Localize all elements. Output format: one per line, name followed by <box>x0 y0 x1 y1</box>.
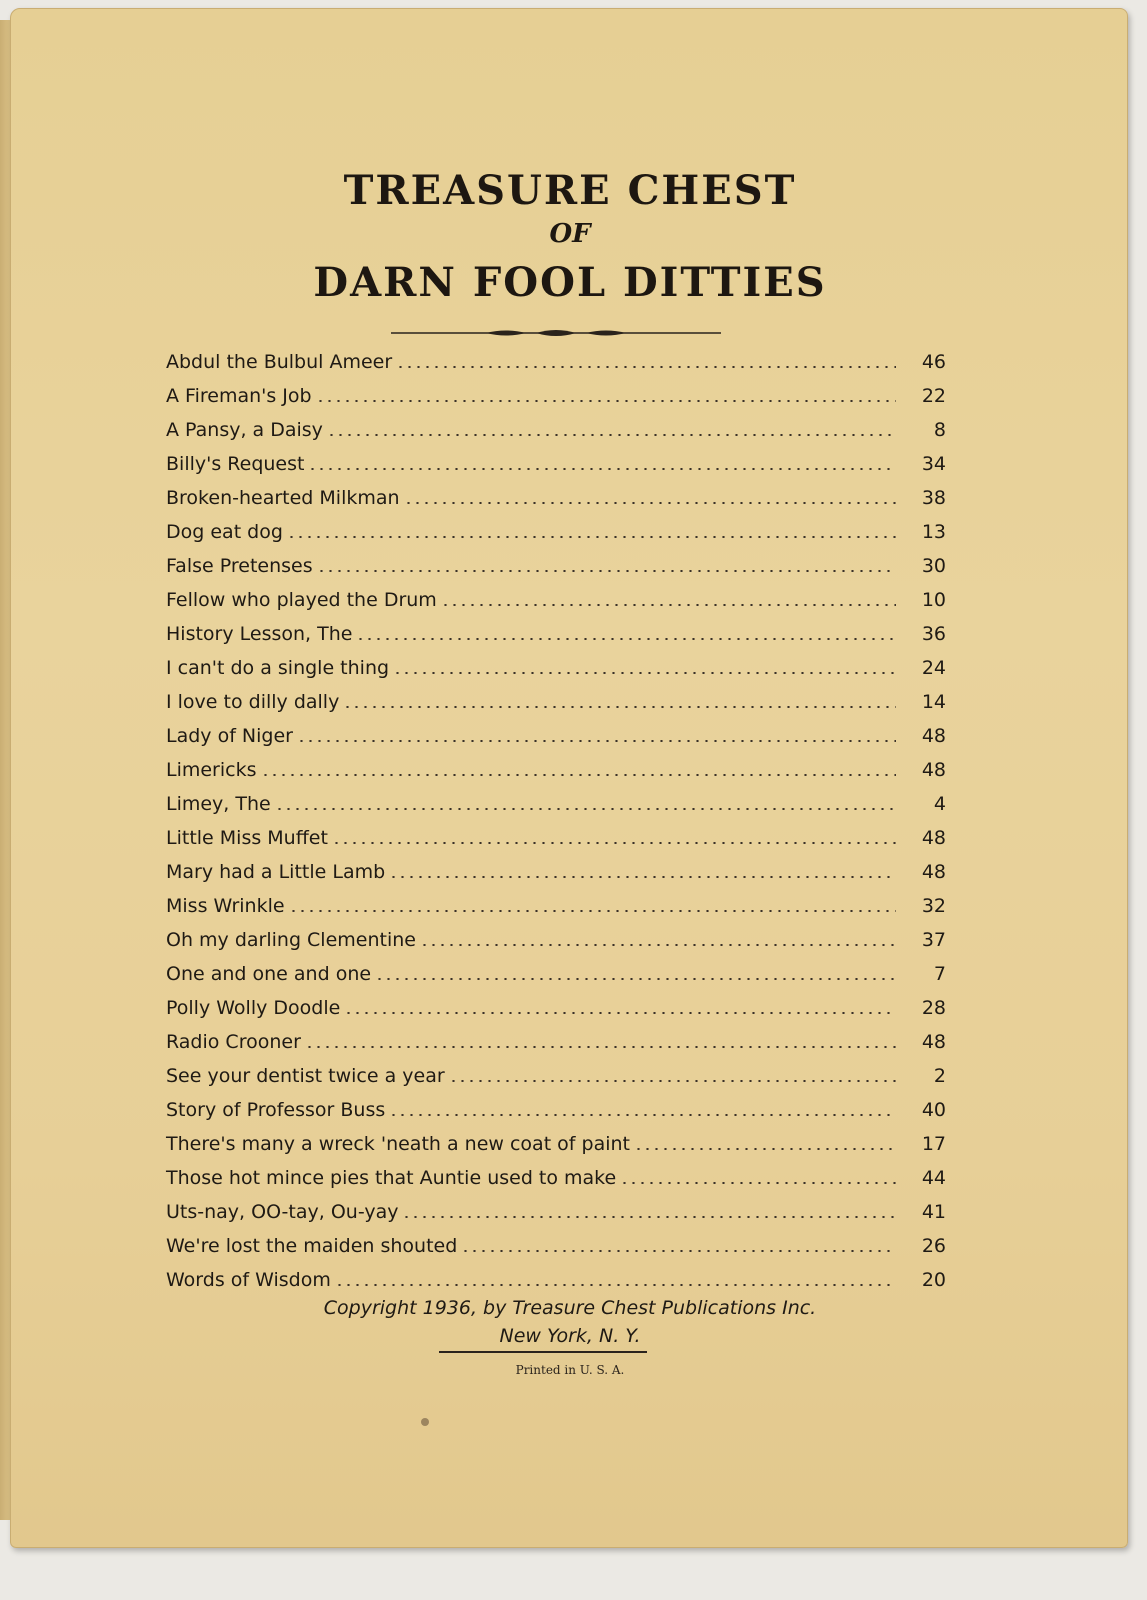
toc-entry <box>166 719 946 753</box>
toc-entry-title: Those hot mince pies that Auntie used to make <box>166 1167 617 1189</box>
toc-entry-title: A Fireman's Job <box>166 385 312 407</box>
toc-entry-page: 32 <box>921 895 946 917</box>
toc-entry-page: 44 <box>921 1167 946 1189</box>
toc-entry-title: Words of Wisdom <box>166 1269 331 1291</box>
toc-entry-title: We're lost the maiden shouted <box>166 1235 458 1257</box>
dot-leader <box>356 638 896 640</box>
toc-entry-page: 26 <box>921 1235 946 1257</box>
dot-leader <box>620 1182 896 1184</box>
toc-entry-title: Little Miss Muffet <box>166 827 328 849</box>
toc-entry-title: Radio Crooner <box>166 1031 301 1053</box>
toc-entry <box>166 991 946 1025</box>
title-line-1: TREASURE CHEST <box>343 167 797 214</box>
dot-leader <box>449 1080 896 1082</box>
toc-entry <box>166 1161 946 1195</box>
toc-entry-page: 36 <box>921 623 946 645</box>
toc-entry-title: Broken-hearted Milkman <box>166 487 400 509</box>
toc-entry-page: 48 <box>921 1031 946 1053</box>
toc-entry-title: Mary had a Little Lamb <box>166 861 386 883</box>
dot-leader <box>317 570 896 572</box>
toc-entry-title: A Pansy, a Daisy <box>166 419 323 441</box>
toc-entry-page: 48 <box>921 861 946 883</box>
toc-entry <box>166 1025 946 1059</box>
toc-entry <box>166 923 946 957</box>
toc-entry-title: Lady of Niger <box>166 725 293 747</box>
toc-entry-title: Abdul the Bulbul Ameer <box>166 351 393 373</box>
toc-entry <box>166 583 946 617</box>
dot-leader <box>289 910 896 912</box>
dot-leader <box>335 1284 896 1286</box>
toc-entry-page: 48 <box>921 759 946 781</box>
dot-leader <box>389 1114 896 1116</box>
dot-leader <box>461 1250 896 1252</box>
city-underline <box>439 1351 647 1353</box>
toc-entry-title: Oh my darling Clementine <box>166 929 416 951</box>
toc-entry <box>166 685 946 719</box>
toc-entry <box>166 1229 946 1263</box>
toc-entry <box>166 821 946 855</box>
toc-entry-page: 17 <box>921 1133 946 1155</box>
dot-leader <box>261 774 896 776</box>
toc-entry-page: 4 <box>933 793 946 815</box>
toc-entry-title: Billy's Request <box>166 453 305 475</box>
dot-leader <box>396 366 896 368</box>
toc-entry <box>166 481 946 515</box>
toc-entry <box>166 549 946 583</box>
dot-leader <box>327 434 896 436</box>
ornament-divider <box>391 326 721 340</box>
toc-entry-title: History Lesson, The <box>166 623 353 645</box>
toc-entry-title: Dog eat dog <box>166 521 283 543</box>
toc-entry-page: 24 <box>921 657 946 679</box>
toc-entry-page: 34 <box>921 453 946 475</box>
toc-entry-page: 40 <box>921 1099 946 1121</box>
dot-leader <box>420 944 896 946</box>
toc-entry-page: 20 <box>921 1269 946 1291</box>
toc-entry-title: Fellow who played the Drum <box>166 589 437 611</box>
toc-entry-page: 46 <box>921 351 946 373</box>
toc-entry <box>166 651 946 685</box>
publisher-city: New York, N. Y. <box>499 1325 641 1347</box>
toc-entry <box>166 787 946 821</box>
dot-leader <box>287 536 896 538</box>
toc-entry-page: 48 <box>921 827 946 849</box>
toc-entry-page: 13 <box>921 521 946 543</box>
toc-entry <box>166 1059 946 1093</box>
toc-entry <box>166 345 946 379</box>
toc-entry <box>166 1127 946 1161</box>
toc-entry <box>166 413 946 447</box>
title-line-2: OF <box>549 219 591 249</box>
toc-entry-title: One and one and one <box>166 963 372 985</box>
toc-entry-page: 48 <box>921 725 946 747</box>
dot-leader <box>332 842 896 844</box>
toc-entry <box>166 379 946 413</box>
toc-entry-page: 14 <box>921 691 946 713</box>
toc-entry-page: 41 <box>921 1201 946 1223</box>
dot-leader <box>634 1148 896 1150</box>
title-line-3: DARN FOOL DITTIES <box>313 259 827 306</box>
dot-leader <box>316 400 896 402</box>
toc-entry-title: Limericks <box>166 759 257 781</box>
toc-entry-page: 28 <box>921 997 946 1019</box>
toc-entry <box>166 889 946 923</box>
dot-leader <box>297 740 896 742</box>
dot-leader <box>404 502 896 504</box>
dot-leader <box>344 1012 896 1014</box>
toc-entry <box>166 753 946 787</box>
toc-entry-title: Story of Professor Buss <box>166 1099 386 1121</box>
printed-in-note: Printed in U. S. A. <box>515 1363 625 1377</box>
toc-entry <box>166 1195 946 1229</box>
toc-entry-page: 7 <box>933 963 946 985</box>
dot-leader <box>389 876 896 878</box>
toc-entry-page: 30 <box>921 555 946 577</box>
toc-entry-page: 37 <box>921 929 946 951</box>
dot-leader <box>308 468 896 470</box>
toc-entry <box>166 515 946 549</box>
dot-leader <box>275 808 896 810</box>
toc-entry-title: I can't do a single thing <box>166 657 390 679</box>
toc-entry-title: I love to dilly dally <box>166 691 340 713</box>
toc-entry-title: Limey, The <box>166 793 271 815</box>
dot-leader <box>343 706 896 708</box>
dot-leader <box>441 604 896 606</box>
dot-leader <box>305 1046 896 1048</box>
toc-entry-page: 22 <box>921 385 946 407</box>
toc-entry-page: 38 <box>921 487 946 509</box>
toc-entry-title: There's many a wreck 'neath a new coat of paint <box>166 1133 631 1155</box>
copyright-line: Copyright 1936, by Treasure Chest Publications Inc. <box>323 1297 817 1319</box>
toc-entry-title: Miss Wrinkle <box>166 895 285 917</box>
toc-entry <box>166 447 946 481</box>
toc-entry <box>166 1263 946 1297</box>
toc-entry <box>166 855 946 889</box>
paper-speck <box>421 1418 429 1426</box>
dot-leader <box>393 672 896 674</box>
toc-entry-title: Uts-nay, OO-tay, Ou-yay <box>166 1201 399 1223</box>
toc-entry-page: 8 <box>933 419 946 441</box>
toc-entry <box>166 957 946 991</box>
toc-entry <box>166 617 946 651</box>
toc-entry-title: Polly Wolly Doodle <box>166 997 341 1019</box>
toc-entry-title: See your dentist twice a year <box>166 1065 445 1087</box>
dot-leader <box>375 978 896 980</box>
book-page <box>10 8 1128 1548</box>
table-of-contents <box>166 345 946 1297</box>
toc-entry-title: False Pretenses <box>166 555 313 577</box>
toc-entry-page: 2 <box>933 1065 946 1087</box>
toc-entry <box>166 1093 946 1127</box>
dot-leader <box>402 1216 896 1218</box>
toc-entry-page: 10 <box>921 589 946 611</box>
